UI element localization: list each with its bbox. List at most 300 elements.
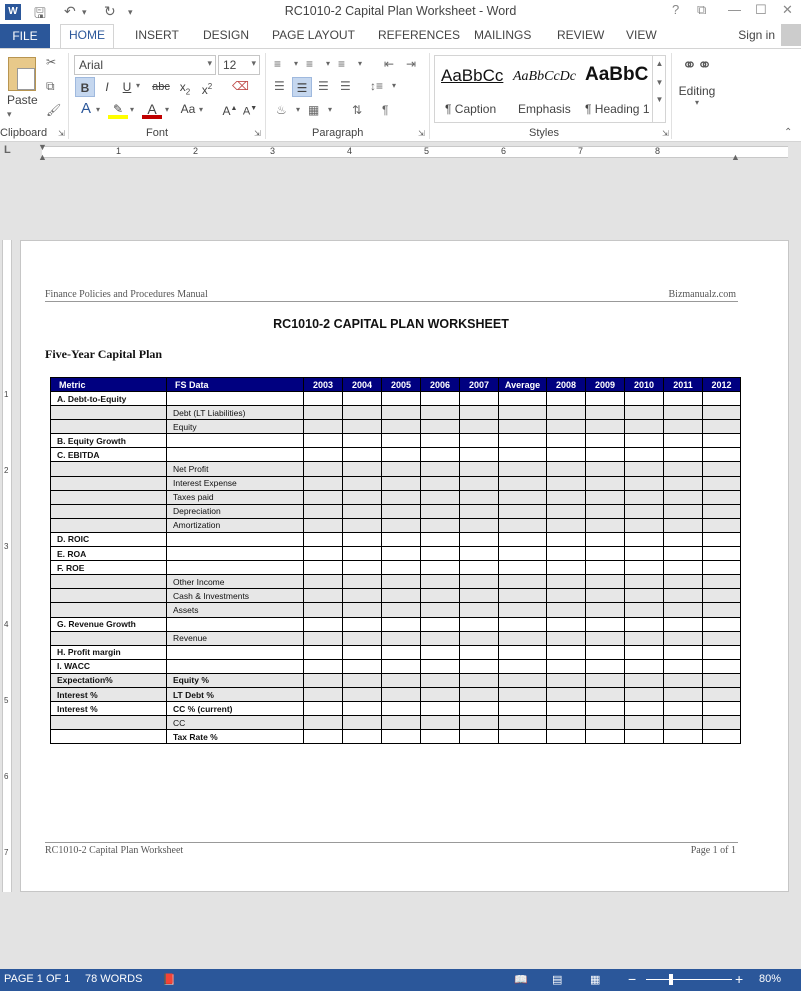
tab-home[interactable]: HOME — [60, 24, 114, 50]
value-cell[interactable] — [664, 603, 703, 617]
value-cell[interactable] — [703, 462, 741, 476]
value-cell[interactable] — [421, 603, 460, 617]
metric-cell[interactable] — [51, 575, 167, 589]
value-cell[interactable] — [382, 645, 421, 659]
undo-icon[interactable]: ↶ — [64, 3, 76, 19]
fs-data-cell[interactable]: CC — [167, 716, 304, 730]
value-cell[interactable] — [382, 518, 421, 532]
value-cell[interactable] — [499, 434, 547, 448]
fs-data-cell[interactable] — [167, 561, 304, 575]
value-cell[interactable] — [382, 448, 421, 462]
tab-selector-icon[interactable]: L — [4, 144, 11, 156]
value-cell[interactable] — [625, 518, 664, 532]
value-cell[interactable] — [625, 589, 664, 603]
value-cell[interactable] — [460, 392, 499, 406]
metric-cell[interactable]: C. EBITDA — [51, 448, 167, 462]
value-cell[interactable] — [421, 532, 460, 546]
value-cell[interactable] — [586, 617, 625, 631]
value-cell[interactable] — [547, 687, 586, 701]
font-color-icon[interactable]: A — [142, 99, 162, 119]
value-cell[interactable] — [664, 547, 703, 561]
copy-icon[interactable]: ⧉ — [46, 79, 55, 93]
value-cell[interactable] — [460, 476, 499, 490]
value-cell[interactable] — [460, 716, 499, 730]
value-cell[interactable] — [625, 687, 664, 701]
value-cell[interactable] — [703, 476, 741, 490]
value-cell[interactable] — [703, 547, 741, 561]
metric-cell[interactable]: B. Equity Growth — [51, 434, 167, 448]
value-cell[interactable] — [304, 476, 343, 490]
change-case-icon[interactable]: Aa — [180, 102, 196, 116]
value-cell[interactable] — [586, 561, 625, 575]
value-cell[interactable] — [343, 631, 382, 645]
more-styles-icon[interactable]: ▼ — [655, 95, 664, 104]
value-cell[interactable] — [460, 490, 499, 504]
value-cell[interactable] — [703, 504, 741, 518]
value-cell[interactable] — [547, 420, 586, 434]
clear-formatting-icon[interactable]: ⌫ — [232, 79, 249, 93]
value-cell[interactable] — [343, 730, 382, 744]
line-spacing-dropdown-icon[interactable]: ▾ — [392, 81, 397, 90]
value-cell[interactable] — [499, 476, 547, 490]
value-cell[interactable] — [460, 687, 499, 701]
value-cell[interactable] — [421, 673, 460, 687]
multilevel-list-icon[interactable]: ≡ — [338, 57, 346, 71]
fs-data-cell[interactable]: CC % (current) — [167, 702, 304, 716]
font-size-box[interactable] — [218, 55, 260, 75]
value-cell[interactable] — [343, 392, 382, 406]
value-cell[interactable] — [547, 518, 586, 532]
value-cell[interactable] — [499, 561, 547, 575]
right-indent-marker[interactable]: ▲ — [731, 152, 740, 162]
metric-cell[interactable] — [51, 730, 167, 744]
value-cell[interactable] — [499, 518, 547, 532]
value-cell[interactable] — [499, 687, 547, 701]
value-cell[interactable] — [547, 730, 586, 744]
customize-toolbar-icon[interactable]: ▾ — [128, 7, 133, 17]
styles-launcher-icon[interactable]: ⇲ — [662, 129, 669, 138]
tab-view[interactable]: VIEW — [626, 28, 657, 42]
value-cell[interactable] — [421, 617, 460, 631]
value-cell[interactable] — [343, 490, 382, 504]
fs-data-cell[interactable]: Tax Rate % — [167, 730, 304, 744]
value-cell[interactable] — [586, 631, 625, 645]
value-cell[interactable] — [382, 659, 421, 673]
superscript-button[interactable]: $x^2$ — [201, 82, 213, 97]
value-cell[interactable] — [586, 645, 625, 659]
value-cell[interactable] — [625, 420, 664, 434]
metric-cell[interactable] — [51, 406, 167, 420]
value-cell[interactable] — [499, 420, 547, 434]
style-caption[interactable]: ¶ Caption — [445, 102, 497, 116]
value-cell[interactable] — [625, 532, 664, 546]
style-preview-heading1[interactable]: AaBbC — [585, 64, 649, 85]
value-cell[interactable] — [421, 448, 460, 462]
value-cell[interactable] — [304, 392, 343, 406]
value-cell[interactable] — [703, 448, 741, 462]
value-cell[interactable] — [547, 392, 586, 406]
value-cell[interactable] — [460, 673, 499, 687]
value-cell[interactable] — [499, 673, 547, 687]
value-cell[interactable] — [625, 716, 664, 730]
value-cell[interactable] — [382, 730, 421, 744]
value-cell[interactable] — [586, 392, 625, 406]
value-cell[interactable] — [304, 504, 343, 518]
value-cell[interactable] — [382, 589, 421, 603]
justify-icon[interactable]: ☰ — [340, 79, 351, 93]
value-cell[interactable] — [664, 518, 703, 532]
value-cell[interactable] — [304, 434, 343, 448]
value-cell[interactable] — [499, 645, 547, 659]
value-cell[interactable] — [460, 434, 499, 448]
value-cell[interactable] — [421, 490, 460, 504]
value-cell[interactable] — [586, 434, 625, 448]
word-count[interactable]: 78 WORDS — [85, 973, 143, 985]
value-cell[interactable] — [499, 547, 547, 561]
value-cell[interactable] — [304, 575, 343, 589]
value-cell[interactable] — [703, 406, 741, 420]
maximize-button[interactable]: ☐ — [755, 2, 767, 17]
fs-data-cell[interactable]: Revenue — [167, 631, 304, 645]
tab-file[interactable]: FILE — [0, 24, 50, 48]
zoom-slider[interactable] — [646, 979, 732, 980]
value-cell[interactable] — [343, 532, 382, 546]
value-cell[interactable] — [460, 702, 499, 716]
metric-cell[interactable] — [51, 462, 167, 476]
value-cell[interactable] — [664, 673, 703, 687]
zoom-out-icon[interactable]: − — [628, 971, 637, 987]
close-button[interactable]: ✕ — [782, 2, 793, 17]
value-cell[interactable] — [382, 716, 421, 730]
value-cell[interactable] — [625, 434, 664, 448]
value-cell[interactable] — [499, 617, 547, 631]
value-cell[interactable] — [586, 673, 625, 687]
vertical-ruler[interactable] — [2, 240, 12, 892]
collapse-ribbon-icon[interactable]: ⌃ — [784, 127, 793, 138]
text-effects-dropdown-icon[interactable]: ▾ — [96, 105, 101, 114]
value-cell[interactable] — [586, 448, 625, 462]
value-cell[interactable] — [382, 547, 421, 561]
clipboard-launcher-icon[interactable]: ⇲ — [58, 129, 65, 138]
value-cell[interactable] — [382, 575, 421, 589]
value-cell[interactable] — [625, 448, 664, 462]
value-cell[interactable] — [343, 575, 382, 589]
zoom-in-icon[interactable]: + — [735, 971, 744, 987]
increase-indent-icon[interactable]: ⇥ — [406, 57, 417, 71]
highlight-icon[interactable]: ✎ — [108, 99, 128, 119]
value-cell[interactable] — [460, 575, 499, 589]
value-cell[interactable] — [664, 406, 703, 420]
undo-dropdown-icon[interactable]: ▾ — [82, 7, 87, 17]
value-cell[interactable] — [421, 504, 460, 518]
value-cell[interactable] — [547, 716, 586, 730]
value-cell[interactable] — [547, 589, 586, 603]
value-cell[interactable] — [703, 603, 741, 617]
fs-data-cell[interactable] — [167, 448, 304, 462]
value-cell[interactable] — [460, 406, 499, 420]
value-cell[interactable] — [664, 561, 703, 575]
value-cell[interactable] — [460, 532, 499, 546]
value-cell[interactable] — [703, 645, 741, 659]
value-cell[interactable] — [499, 490, 547, 504]
value-cell[interactable] — [304, 631, 343, 645]
value-cell[interactable] — [421, 645, 460, 659]
page-count[interactable]: PAGE 1 OF 1 — [4, 973, 71, 985]
value-cell[interactable] — [625, 490, 664, 504]
value-cell[interactable] — [304, 547, 343, 561]
fs-data-cell[interactable] — [167, 547, 304, 561]
value-cell[interactable] — [304, 532, 343, 546]
value-cell[interactable] — [343, 448, 382, 462]
value-cell[interactable] — [703, 434, 741, 448]
value-cell[interactable] — [703, 687, 741, 701]
value-cell[interactable] — [664, 617, 703, 631]
value-cell[interactable] — [382, 490, 421, 504]
value-cell[interactable] — [382, 702, 421, 716]
value-cell[interactable] — [499, 575, 547, 589]
value-cell[interactable] — [703, 716, 741, 730]
hanging-indent-marker[interactable]: ▲ — [38, 152, 47, 162]
value-cell[interactable] — [304, 730, 343, 744]
fs-data-cell[interactable]: Equity % — [167, 673, 304, 687]
value-cell[interactable] — [421, 406, 460, 420]
value-cell[interactable] — [460, 448, 499, 462]
value-cell[interactable] — [499, 392, 547, 406]
value-cell[interactable] — [304, 561, 343, 575]
value-cell[interactable] — [703, 589, 741, 603]
metric-cell[interactable]: Interest % — [51, 702, 167, 716]
value-cell[interactable] — [664, 631, 703, 645]
value-cell[interactable] — [421, 631, 460, 645]
value-cell[interactable] — [625, 673, 664, 687]
value-cell[interactable] — [382, 476, 421, 490]
value-cell[interactable] — [460, 645, 499, 659]
value-cell[interactable] — [547, 603, 586, 617]
align-right-icon[interactable]: ☰ — [318, 79, 329, 93]
value-cell[interactable] — [499, 589, 547, 603]
value-cell[interactable] — [547, 561, 586, 575]
line-spacing-icon[interactable]: ↕≡ — [370, 79, 384, 93]
value-cell[interactable] — [460, 462, 499, 476]
value-cell[interactable] — [664, 645, 703, 659]
value-cell[interactable] — [664, 420, 703, 434]
value-cell[interactable] — [703, 730, 741, 744]
subscript-button[interactable]: $x_2$ — [179, 80, 191, 97]
font-name-box[interactable] — [74, 55, 216, 75]
fs-data-cell[interactable]: Interest Expense — [167, 476, 304, 490]
value-cell[interactable] — [460, 589, 499, 603]
value-cell[interactable] — [586, 532, 625, 546]
fs-data-cell[interactable]: LT Debt % — [167, 687, 304, 701]
first-line-indent-marker[interactable]: ▼ — [38, 142, 47, 152]
paste-button[interactable]: Paste — [7, 93, 38, 107]
borders-dropdown-icon[interactable]: ▾ — [328, 105, 333, 114]
redo-icon[interactable]: ↻ — [104, 3, 116, 19]
italic-button[interactable]: I — [105, 80, 109, 94]
value-cell[interactable] — [703, 420, 741, 434]
value-cell[interactable] — [547, 434, 586, 448]
value-cell[interactable] — [343, 716, 382, 730]
metric-cell[interactable]: I. WACC — [51, 659, 167, 673]
value-cell[interactable] — [382, 561, 421, 575]
value-cell[interactable] — [703, 532, 741, 546]
fs-data-cell[interactable]: Assets — [167, 603, 304, 617]
value-cell[interactable] — [703, 673, 741, 687]
value-cell[interactable] — [304, 673, 343, 687]
paste-icon[interactable] — [8, 57, 36, 91]
ribbon-display-icon[interactable]: ⧉ — [697, 2, 707, 17]
value-cell[interactable] — [586, 462, 625, 476]
cut-icon[interactable]: ✂ — [46, 55, 57, 69]
underline-button[interactable]: U — [122, 80, 132, 94]
value-cell[interactable] — [499, 462, 547, 476]
value-cell[interactable] — [343, 476, 382, 490]
value-cell[interactable] — [304, 716, 343, 730]
bullets-icon[interactable]: ≡ — [274, 57, 282, 71]
paste-dropdown-icon[interactable]: ▾ — [7, 109, 12, 119]
value-cell[interactable] — [421, 462, 460, 476]
metric-cell[interactable] — [51, 716, 167, 730]
value-cell[interactable] — [625, 561, 664, 575]
value-cell[interactable] — [664, 490, 703, 504]
zoom-slider-thumb[interactable] — [669, 974, 673, 985]
value-cell[interactable] — [586, 659, 625, 673]
value-cell[interactable] — [586, 702, 625, 716]
metric-cell[interactable]: H. Profit margin — [51, 645, 167, 659]
value-cell[interactable] — [460, 617, 499, 631]
value-cell[interactable] — [664, 659, 703, 673]
value-cell[interactable] — [703, 617, 741, 631]
value-cell[interactable] — [625, 504, 664, 518]
metric-cell[interactable] — [51, 518, 167, 532]
value-cell[interactable] — [304, 645, 343, 659]
value-cell[interactable] — [547, 617, 586, 631]
value-cell[interactable] — [703, 392, 741, 406]
value-cell[interactable] — [664, 532, 703, 546]
style-preview-emphasis[interactable]: AaBbCcDc — [513, 69, 576, 84]
value-cell[interactable] — [499, 532, 547, 546]
text-effects-icon[interactable]: A — [80, 100, 91, 117]
fs-data-cell[interactable] — [167, 645, 304, 659]
fs-data-cell[interactable] — [167, 617, 304, 631]
value-cell[interactable] — [664, 589, 703, 603]
value-cell[interactable] — [625, 631, 664, 645]
value-cell[interactable] — [421, 702, 460, 716]
metric-cell[interactable] — [51, 476, 167, 490]
user-avatar[interactable] — [781, 24, 801, 46]
value-cell[interactable] — [547, 631, 586, 645]
value-cell[interactable] — [343, 645, 382, 659]
value-cell[interactable] — [703, 518, 741, 532]
fs-data-cell[interactable]: Debt (LT Liabilities) — [167, 406, 304, 420]
strikethrough-button[interactable]: abc — [152, 81, 170, 93]
value-cell[interactable] — [304, 702, 343, 716]
paragraph-launcher-icon[interactable]: ⇲ — [418, 129, 425, 138]
word-app-icon[interactable]: W — [5, 4, 21, 20]
value-cell[interactable] — [460, 561, 499, 575]
value-cell[interactable] — [664, 730, 703, 744]
value-cell[interactable] — [499, 730, 547, 744]
value-cell[interactable] — [547, 645, 586, 659]
fs-data-cell[interactable]: Depreciation — [167, 504, 304, 518]
value-cell[interactable] — [421, 476, 460, 490]
numbering-dropdown-icon[interactable]: ▾ — [326, 59, 331, 68]
value-cell[interactable] — [499, 659, 547, 673]
fs-data-cell[interactable] — [167, 532, 304, 546]
value-cell[interactable] — [343, 504, 382, 518]
value-cell[interactable] — [499, 448, 547, 462]
style-preview-caption[interactable]: AaBbCc — [441, 66, 504, 85]
value-cell[interactable] — [343, 673, 382, 687]
value-cell[interactable] — [343, 462, 382, 476]
value-cell[interactable] — [703, 702, 741, 716]
value-cell[interactable] — [625, 476, 664, 490]
value-cell[interactable] — [343, 561, 382, 575]
value-cell[interactable] — [499, 603, 547, 617]
value-cell[interactable] — [625, 702, 664, 716]
value-cell[interactable] — [586, 504, 625, 518]
value-cell[interactable] — [586, 490, 625, 504]
value-cell[interactable] — [703, 631, 741, 645]
value-cell[interactable] — [421, 730, 460, 744]
value-cell[interactable] — [586, 406, 625, 420]
value-cell[interactable] — [421, 589, 460, 603]
value-cell[interactable] — [304, 490, 343, 504]
document-page[interactable] — [20, 240, 789, 892]
align-left-icon[interactable]: ☰ — [274, 79, 285, 93]
value-cell[interactable] — [664, 504, 703, 518]
value-cell[interactable] — [343, 518, 382, 532]
metric-cell[interactable] — [51, 504, 167, 518]
value-cell[interactable] — [382, 631, 421, 645]
value-cell[interactable] — [547, 702, 586, 716]
horizontal-ruler[interactable] — [0, 142, 801, 162]
value-cell[interactable] — [382, 392, 421, 406]
style-emphasis[interactable]: Emphasis — [518, 102, 571, 116]
value-cell[interactable] — [664, 702, 703, 716]
value-cell[interactable] — [304, 420, 343, 434]
value-cell[interactable] — [304, 406, 343, 420]
shading-icon[interactable]: ♨ — [276, 103, 287, 117]
value-cell[interactable] — [343, 547, 382, 561]
value-cell[interactable] — [547, 448, 586, 462]
value-cell[interactable] — [586, 687, 625, 701]
value-cell[interactable] — [586, 420, 625, 434]
value-cell[interactable] — [625, 659, 664, 673]
value-cell[interactable] — [664, 462, 703, 476]
value-cell[interactable] — [421, 392, 460, 406]
value-cell[interactable] — [460, 547, 499, 561]
value-cell[interactable] — [586, 730, 625, 744]
font-color-dropdown-icon[interactable]: ▾ — [165, 105, 170, 114]
metric-cell[interactable] — [51, 420, 167, 434]
underline-dropdown-icon[interactable]: ▾ — [136, 81, 141, 90]
value-cell[interactable] — [547, 532, 586, 546]
value-cell[interactable] — [703, 575, 741, 589]
editing-button[interactable] — [676, 55, 718, 107]
value-cell[interactable] — [625, 547, 664, 561]
value-cell[interactable] — [703, 561, 741, 575]
value-cell[interactable] — [343, 702, 382, 716]
value-cell[interactable] — [382, 673, 421, 687]
change-case-dropdown-icon[interactable]: ▾ — [199, 105, 204, 114]
web-layout-icon[interactable]: ▦ — [590, 974, 601, 986]
highlight-dropdown-icon[interactable]: ▾ — [130, 105, 135, 114]
value-cell[interactable] — [625, 617, 664, 631]
borders-icon[interactable]: ▦ — [308, 103, 320, 117]
metric-cell[interactable]: F. ROE — [51, 561, 167, 575]
value-cell[interactable] — [343, 434, 382, 448]
